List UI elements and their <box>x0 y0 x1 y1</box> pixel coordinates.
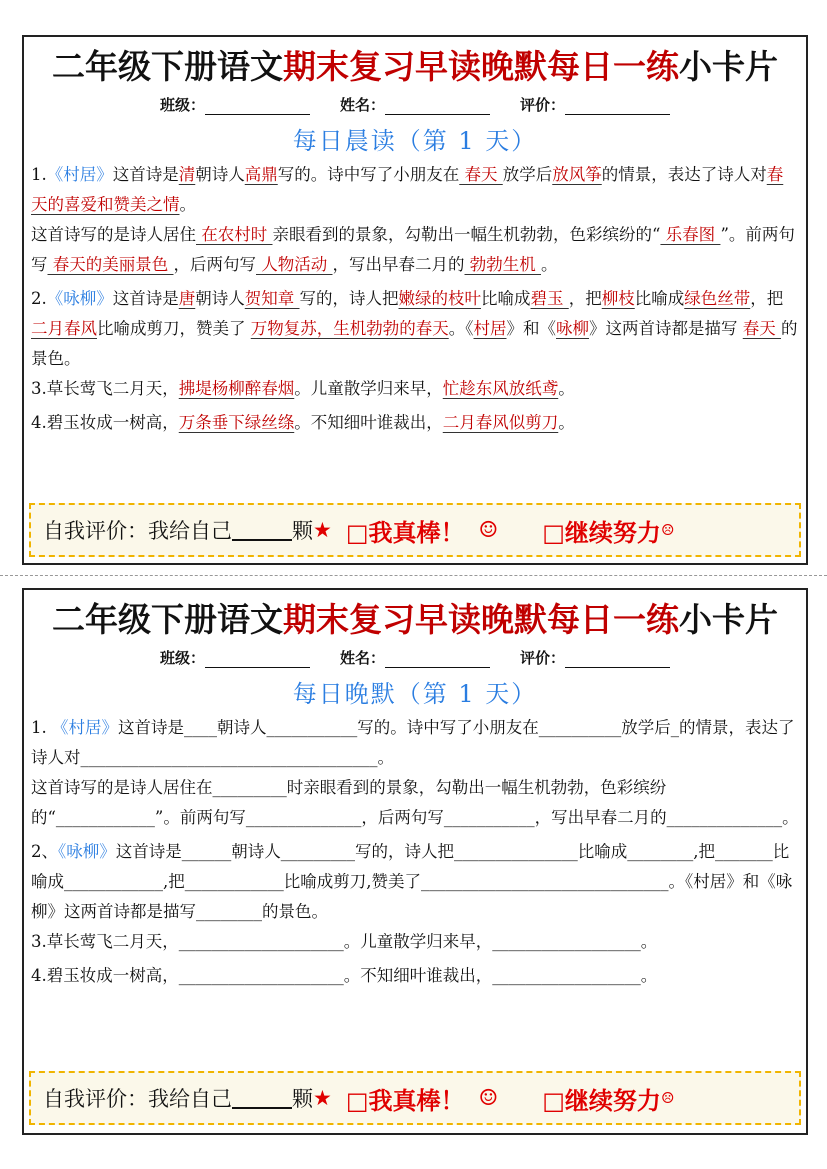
answer: 二月春风 <box>31 319 97 338</box>
text: 比喻成 <box>634 289 685 308</box>
text: 比喻成 <box>481 289 531 308</box>
great-checkbox[interactable]: □我真棒！ <box>345 1085 465 1115</box>
title-highlight: 期末复习早读晚默每日一练 <box>283 600 679 639</box>
text: 4.碧玉妆成一树高， <box>31 413 179 432</box>
text: 的景色。 <box>31 319 798 368</box>
answer: 忙趁东风放纸鸢 <box>442 379 559 398</box>
evening-dictation-card <box>22 588 808 1135</box>
text: 亲眼看到的景象，勾勒出一幅生机勃勃，色彩缤纷的“ <box>272 225 661 244</box>
answer: 二月春风似剪刀 <box>442 413 559 432</box>
eval-unit: 颗 <box>292 1087 313 1111</box>
frown-icon: ☹ <box>660 1089 675 1107</box>
answer: 嫩绿的枝叶 <box>398 289 481 308</box>
card-separator <box>0 575 827 576</box>
text: 的情景，表达了诗人对 <box>601 165 767 184</box>
poem-title: 《村居》 <box>46 165 113 184</box>
info-row <box>31 94 799 115</box>
subtitle: 每日晨读（第 1 天） <box>292 127 538 155</box>
text: ”。前两句写 <box>31 225 795 274</box>
title-highlight: 期末复习早读晚默每日一练 <box>283 47 679 86</box>
morning-reading-card <box>22 35 808 565</box>
text: 。 <box>558 413 575 432</box>
self-evaluation <box>29 503 801 557</box>
text: 写的，诗人把 <box>299 289 399 308</box>
paragraph <box>31 927 799 957</box>
text: 2、 <box>31 842 58 861</box>
class-field[interactable] <box>160 647 310 668</box>
poem-title: 《咏柳》 <box>58 842 116 861</box>
title-part: 小卡片 <box>679 600 778 639</box>
text: ，写出早春二月的 <box>332 255 465 274</box>
paragraph <box>31 160 799 220</box>
text: 。《 <box>448 319 474 338</box>
class-label: 班级： <box>159 96 205 114</box>
title-part: 小卡片 <box>679 47 778 86</box>
answer: 勃勃生机 <box>464 255 541 274</box>
answer: 拂堤杨柳醉春烟 <box>178 379 295 398</box>
paragraph <box>31 408 799 438</box>
class-label: 班级： <box>159 649 205 667</box>
answer: 人物活动 <box>256 255 333 274</box>
poem-title: 《咏柳》 <box>46 289 113 308</box>
star-count-blank[interactable] <box>232 519 292 541</box>
text: 3.草长莺飞二月天， <box>31 379 179 398</box>
text: 4.碧玉妆成一树高，____________________。不知细叶谁裁出，__________________。 <box>31 966 658 985</box>
answer: 村居 <box>473 319 507 338</box>
answer: 高鼎 <box>244 165 278 184</box>
answer: 春天的喜爱和赞美之情 <box>31 165 784 214</box>
text: 。不知细叶谁裁出， <box>294 413 443 432</box>
answer: 贺知章 <box>244 289 300 308</box>
paragraph <box>31 220 799 280</box>
great-checkbox[interactable]: □我真棒！ <box>345 517 465 547</box>
answer: 清 <box>178 165 196 184</box>
name-label: 姓名： <box>339 96 385 114</box>
answer: 万条垂下绿丝绦 <box>178 413 295 432</box>
eval-label: 自我评价：我给自己 <box>43 1087 232 1111</box>
text: 》和《 <box>506 319 556 338</box>
answer: 春天 <box>742 319 781 338</box>
answer: 乐春图 <box>660 225 721 244</box>
answer: 春天 <box>459 165 503 184</box>
grade-field[interactable] <box>520 647 670 668</box>
name-field[interactable] <box>340 647 490 668</box>
content <box>31 160 799 438</box>
keep-trying-checkbox[interactable]: □继续努力 <box>542 1085 661 1115</box>
grade-label: 评价： <box>520 649 566 667</box>
paragraph <box>31 284 799 374</box>
eval-unit: 颗 <box>292 519 313 543</box>
keep-trying-checkbox[interactable]: □继续努力 <box>542 517 661 547</box>
text: 3.草长莺飞二月天，____________________。儿童散学归来早，__________________。 <box>31 932 658 951</box>
answer: 碧玉 <box>530 289 569 308</box>
title-part: 二年级下册语文 <box>52 47 283 86</box>
text: 》这两首诗都是描写 <box>589 319 743 338</box>
blank <box>205 653 310 668</box>
text: 朝诗人 <box>195 289 245 308</box>
text: 1. <box>31 165 47 184</box>
self-evaluation <box>29 1071 801 1125</box>
star-icon: ★ <box>313 518 332 542</box>
subtitle: 每日晚默（第 1 天） <box>292 680 538 708</box>
answer: 柳枝 <box>601 289 635 308</box>
star-icon: ★ <box>313 1086 332 1110</box>
paragraph <box>31 713 799 773</box>
answer: 万物复苏，生机勃勃的春天 <box>250 319 449 338</box>
answer: 在农村时 <box>196 225 273 244</box>
star-count-blank[interactable] <box>232 1087 292 1109</box>
card-title <box>31 594 799 641</box>
text: 2. <box>31 289 47 308</box>
text: 放学后 <box>502 165 553 184</box>
text: 这首诗写的是诗人居住在_________时亲眼看到的景象，勾勒出一幅生机勃勃，色彩缤纷的“____________”。前两句写______________，后两句写___________，写出早春二月的______________。 <box>31 778 799 827</box>
answer: 放风筝 <box>552 165 602 184</box>
answer: 咏柳 <box>556 319 589 338</box>
poem-title: 《村居》 <box>52 718 118 737</box>
paragraph <box>31 773 799 833</box>
content <box>31 713 799 991</box>
text: 比喻成剪刀，赞美了 <box>97 319 251 338</box>
answer: 唐 <box>178 289 196 308</box>
text: ，把 <box>750 289 784 308</box>
text: 1. <box>31 718 52 737</box>
text: 这首诗是 <box>112 165 179 184</box>
text: 。 <box>558 379 575 398</box>
blank <box>385 100 490 115</box>
blank <box>385 653 490 668</box>
text: ，后两句写 <box>173 255 256 274</box>
text: ，把 <box>568 289 602 308</box>
title-part: 二年级下册语文 <box>52 600 283 639</box>
blank <box>565 653 670 668</box>
blank <box>205 100 310 115</box>
text: 这首诗写的是诗人居住 <box>31 225 196 244</box>
blank <box>565 100 670 115</box>
text: 这首诗是______朝诗人_________写的，诗人把_______________比喻成________,把_______比喻成____________,把____________比喻成剪刀,赞美了______________________________。《村居》和《咏柳》这两首诗都是描写________的景色。 <box>31 842 793 921</box>
text: 这首诗是____朝诗人___________写的。诗中写了小朋友在__________放学后_的情景，表达了诗人对____________________________________。 <box>31 718 795 767</box>
text: 。儿童散学归来早， <box>294 379 443 398</box>
text: 朝诗人 <box>195 165 245 184</box>
name-label: 姓名： <box>339 649 385 667</box>
grade-field[interactable] <box>520 94 670 115</box>
text: 这首诗是 <box>112 289 179 308</box>
paragraph <box>31 374 799 404</box>
smile-icon: ☺ <box>478 517 499 543</box>
text: 。 <box>179 195 196 214</box>
text: 写的。诗中写了小朋友在 <box>277 165 460 184</box>
card-title <box>31 41 799 88</box>
text: 。 <box>541 255 558 274</box>
class-field[interactable] <box>160 94 310 115</box>
info-row <box>31 647 799 668</box>
eval-label: 自我评价：我给自己 <box>43 519 232 543</box>
paragraph <box>31 961 799 991</box>
answer: 绿色丝带 <box>684 289 751 308</box>
grade-label: 评价： <box>520 96 566 114</box>
frown-icon: ☹ <box>660 521 675 539</box>
smile-icon: ☺ <box>478 1085 499 1111</box>
answer: 春天的美丽景色 <box>47 255 174 274</box>
name-field[interactable] <box>340 94 490 115</box>
paragraph <box>31 837 799 927</box>
